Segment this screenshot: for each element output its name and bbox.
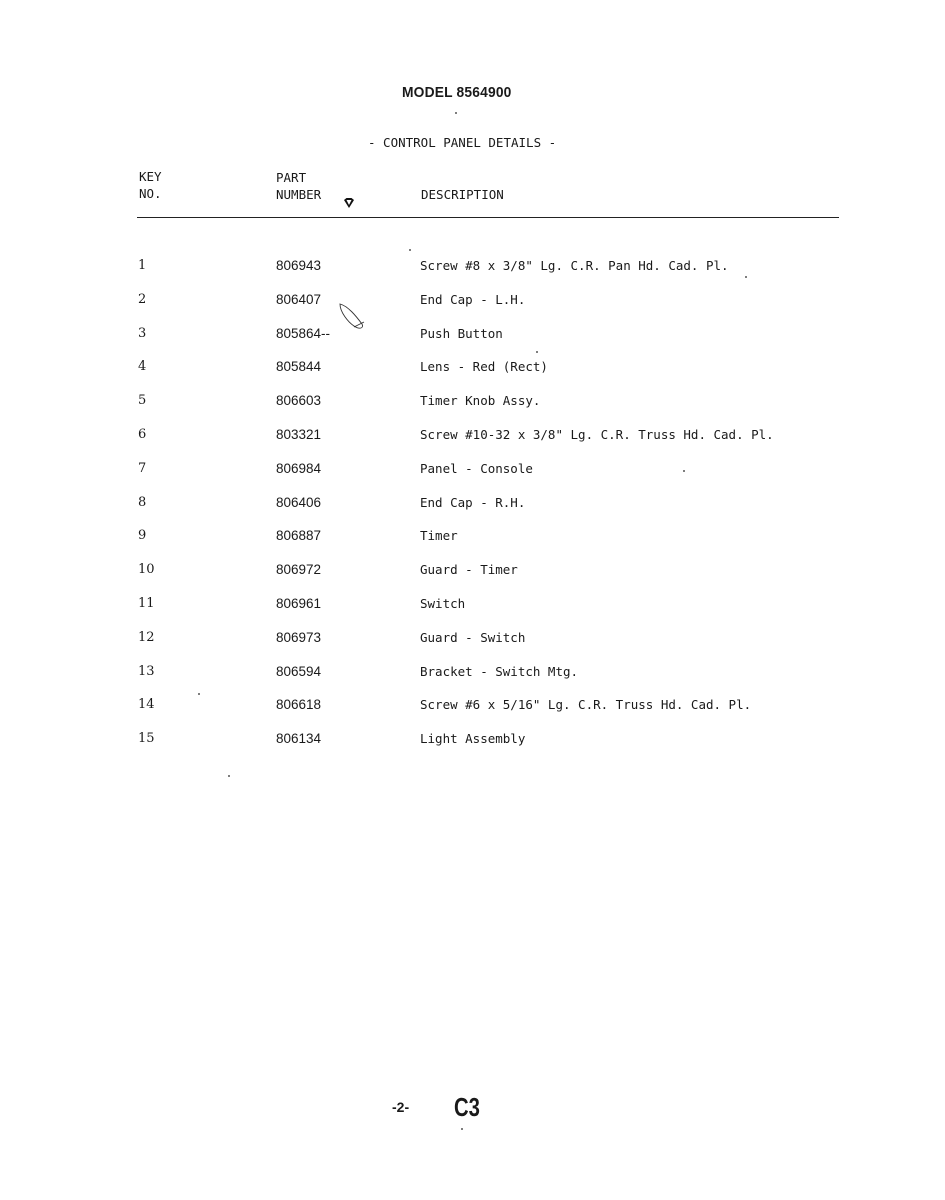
part-description: Switch [420, 596, 466, 611]
table-row [0, 630, 945, 650]
key-number: 4 [138, 359, 147, 375]
part-description: Timer [420, 528, 458, 544]
table-row [0, 562, 945, 582]
scan-speck [198, 693, 200, 695]
table-row [0, 664, 945, 684]
key-number: 8 [138, 494, 147, 510]
key-number: 14 [138, 697, 155, 713]
part-description: End Cap - L.H. [420, 291, 526, 307]
part-number: 806618 [276, 697, 322, 713]
table-row [0, 495, 945, 515]
table-row [0, 393, 945, 413]
part-description: Light Assembly [420, 731, 526, 747]
scan-speck [461, 1128, 463, 1130]
key-number: 10 [138, 562, 155, 578]
column-header-part [276, 169, 321, 203]
part-number: 805864-- [276, 325, 331, 341]
diamond-marker-icon [343, 197, 355, 209]
header-rule [137, 217, 839, 218]
key-number: 9 [138, 528, 147, 544]
column-header-key-line1: KEY [139, 169, 162, 184]
key-number: 12 [138, 629, 155, 645]
page-number: -2- [392, 1099, 410, 1115]
table-row [0, 427, 945, 447]
part-description: Push Button [420, 325, 503, 341]
part-number: 806973 [276, 629, 322, 645]
part-description: Screw #6 x 5/16" Lg. C.R. Truss Hd. Cad. Pl. [420, 697, 752, 713]
microfiche-code: C3 [454, 1092, 480, 1122]
part-description: Guard - Timer [420, 562, 518, 578]
part-description: Bracket - Switch Mtg. [420, 663, 579, 679]
key-number: 11 [138, 596, 155, 611]
table-row [0, 596, 945, 616]
part-number: 806594 [276, 663, 322, 679]
part-number: 806972 [276, 562, 322, 578]
key-number: 3 [138, 325, 147, 341]
scan-speck [745, 276, 747, 278]
table-row [0, 326, 945, 346]
part-description: Timer Knob Assy. [420, 393, 541, 409]
key-number: 15 [138, 731, 155, 747]
table-row [0, 528, 945, 548]
section-title: - CONTROL PANEL DETAILS - [368, 135, 557, 150]
key-number: 7 [138, 460, 147, 476]
part-number: 806406 [276, 494, 322, 510]
table-row [0, 359, 945, 379]
key-number: 6 [138, 427, 147, 442]
part-number: 806984 [276, 460, 322, 476]
part-number: 803321 [276, 427, 322, 442]
scan-speck [683, 470, 685, 472]
table-row [0, 731, 945, 751]
part-number: 805844 [276, 359, 322, 375]
part-number: 806603 [276, 393, 322, 409]
part-description: Screw #10-32 x 3/8" Lg. C.R. Truss Hd. Cad. Pl. [420, 427, 774, 442]
part-description: Screw #8 x 3/8" Lg. C.R. Pan Hd. Cad. Pl. [420, 258, 729, 273]
part-description: Panel - Console [420, 460, 533, 476]
model-title: MODEL 8564900 [402, 84, 512, 101]
part-number: 806134 [276, 731, 322, 747]
scan-speck [455, 112, 457, 114]
part-number: 806943 [276, 258, 322, 273]
part-number: 806887 [276, 528, 322, 544]
table-row [0, 461, 945, 481]
key-number: 5 [138, 393, 147, 409]
scan-speck [409, 249, 411, 251]
pen-mark-scribble [334, 300, 370, 336]
scan-speck [536, 351, 538, 353]
table-row [0, 292, 945, 312]
column-header-description: DESCRIPTION [421, 187, 504, 202]
key-number: 1 [138, 258, 147, 273]
part-number: 806961 [276, 596, 322, 611]
part-description: Lens - Red (Rect) [420, 359, 548, 375]
column-header-part-line1: PART [276, 170, 307, 185]
part-number: 806407 [276, 291, 322, 307]
key-number: 13 [138, 663, 155, 679]
column-header-part-line2: NUMBER [276, 187, 322, 202]
column-header-key-line2: NO. [139, 186, 162, 201]
scan-speck [228, 775, 230, 777]
key-number: 2 [138, 291, 147, 307]
column-header-key [139, 168, 162, 202]
part-description: Guard - Switch [420, 629, 526, 645]
table-row [0, 697, 945, 717]
part-description: End Cap - R.H. [420, 494, 526, 510]
table-row [0, 258, 945, 278]
